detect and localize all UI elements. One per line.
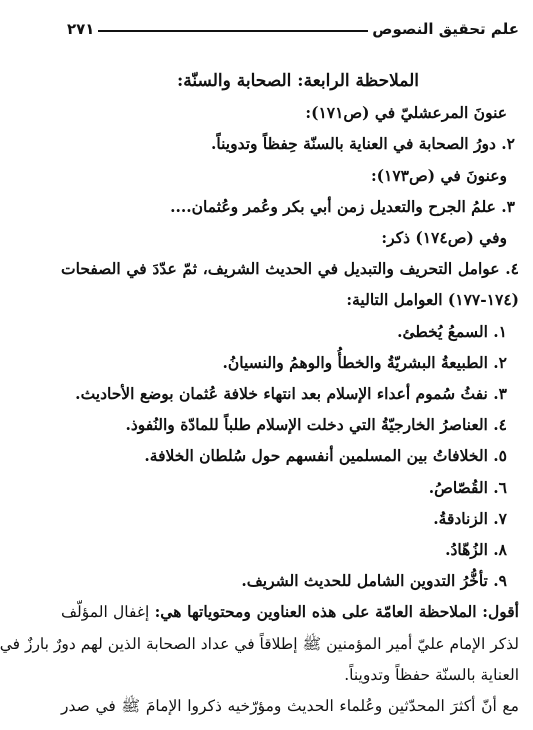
list-item: ٨. الزُهّادُ.	[445, 540, 507, 560]
list-item: ٣. نفثُ سُموم أعداء الإسلام بعد انتهاء خلافة عُثمان بوضع الأحاديث.	[75, 384, 507, 404]
text-line: ٤. عوامل التحريف والتبديل في الحديث الشريف، ثمّ عدّدَ في الصفحات	[61, 259, 519, 279]
paragraph-line: لذكر الإمام عليّ أمير المؤمنين ﷺ إطلاقاً في عداد الصحابة الذين لهم دورٌ بارزٌ في	[0, 634, 519, 653]
text-line: وفي (ص١٧٤) ذكر:	[381, 228, 507, 248]
text-line: وعنونَ في (ص١٧٣):	[370, 165, 507, 185]
page-number: ٢٧١	[67, 20, 95, 38]
remark-lead: أقول: الملاحظة العامّة على هذه العناوين ومحتوياتها هي:	[154, 602, 519, 622]
list-item: ٧. الزنادقةُ.	[433, 508, 507, 528]
list-item: ٤. العناصرُ الخارجيّةُ التي دخلت الإسلام طلباً للمادّة والنُفوذ.	[125, 415, 507, 435]
text-line: ٢. دورُ الصحابة في العناية بالسنّة حِفظاً وتدويناً.	[210, 134, 515, 154]
page-body	[0, 66, 519, 722]
document-page	[0, 8, 519, 722]
remark-line	[61, 596, 519, 628]
list-item: ١. السمعُ يُخطئ.	[397, 321, 507, 341]
page-header	[61, 8, 519, 38]
paragraph-line: العناية بالسنّة حفظاً وتدويناً.	[344, 665, 519, 684]
remark-rest: إغفال المؤلّف	[61, 603, 155, 622]
text-line: ٣. علمُ الجرح والتعديل زمن أبي بكر وعُمر وعُثمان....	[170, 196, 515, 216]
list-item: ٦. القُصّاصُ.	[428, 477, 507, 497]
text-line: (١٧٤-١٧٧) العوامل التالية:	[346, 290, 519, 310]
text-line: عنونَ المرعشليّ في (ص١٧١):	[305, 103, 507, 123]
header-rule	[98, 30, 368, 32]
paragraph-line: مع أنّ أكثرَ المحدّثين وعُلماء الحديث ومؤرّخيه ذكروا الإمامَ ﷺ في صدر	[61, 697, 519, 716]
list-item: ٥. الخلافاتُ بين المسلمين أنفسهم حول سُلطان الخلافة.	[144, 446, 507, 466]
list-item: ٢. الطبيعةُ البشريّةُ والخطأُ والوهمُ والنسيانُ.	[222, 352, 507, 372]
running-title: علم تحقيق النصوص	[372, 20, 519, 38]
section-heading: الملاحظة الرابعة: الصحابة والسنّة:	[177, 71, 419, 91]
list-item: ٩. تأخُّرُ التدوين الشامل للحديث الشريف.	[241, 571, 507, 591]
